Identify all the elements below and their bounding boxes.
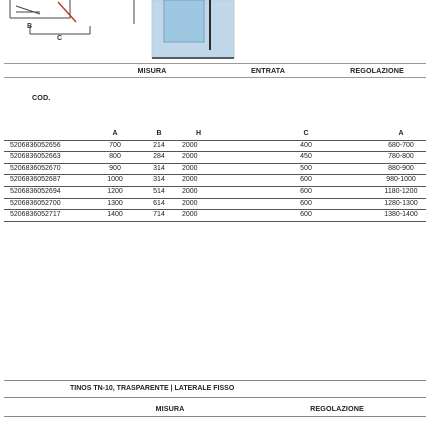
cell-h: 2000 (182, 186, 236, 198)
table-row (4, 198, 426, 210)
table-row (4, 186, 426, 198)
column-header-regolazione-a: A (398, 130, 404, 137)
cell-h: 2000 (182, 175, 236, 187)
cell-code: 5206836052663 (4, 152, 94, 164)
section2-header-regolazione: REGOLAZIONE (310, 404, 364, 413)
cell-h: 2000 (182, 163, 236, 175)
cell-h: 2000 (182, 198, 236, 210)
dimension-label-b: B (27, 23, 33, 30)
table-row (4, 152, 426, 164)
cell-a: 1300 (94, 198, 136, 210)
table-row (4, 210, 426, 222)
cell-a: 800 (94, 152, 136, 164)
cell-c: 600 (236, 175, 376, 187)
cell-c: 450 (236, 152, 376, 164)
column-header-a: A (112, 130, 118, 137)
cell-h: 2000 (182, 140, 236, 152)
header-top-rule (4, 63, 426, 64)
header-regolazione: REGOLAZIONE (350, 66, 404, 75)
cell-regolazione: 1380-1400 (376, 210, 426, 222)
cell-a: 1400 (94, 210, 136, 222)
cell-regolazione: 680-700 (376, 140, 426, 152)
cell-code: 5206836052717 (4, 210, 94, 222)
cell-c: 600 (236, 186, 376, 198)
cell-regolazione: 980-1000 (376, 175, 426, 187)
cell-code: 5206836052670 (4, 163, 94, 175)
cell-regolazione: 780-800 (376, 152, 426, 164)
section2-title: TINOS TN-10, TRASPARENTE | LATERALE FISSO (70, 385, 235, 392)
table-row (4, 175, 426, 187)
section2-header-misura: MISURA (155, 404, 185, 413)
table-row (4, 163, 426, 175)
cell-regolazione: 1280-1300 (376, 198, 426, 210)
cell-a: 1000 (94, 175, 136, 187)
cell-code: 5206836052656 (4, 140, 94, 152)
cell-regolazione: 880-900 (376, 163, 426, 175)
column-header-row (4, 129, 426, 140)
cell-b: 314 (136, 175, 182, 187)
section2-title-rule (4, 397, 426, 398)
column-header-c: C (303, 130, 309, 137)
cell-code: 5206836052687 (4, 175, 94, 187)
product-drawing (0, 0, 430, 60)
section2-header-rule (4, 416, 426, 417)
product-size-table (4, 129, 426, 222)
shower-plan-drawing (0, 0, 430, 60)
header-bottom-rule (4, 77, 426, 78)
column-header-b: B (156, 130, 162, 137)
header-misura: MISURA (137, 66, 167, 75)
cell-b: 214 (136, 140, 182, 152)
cell-regolazione: 1180-1200 (376, 186, 426, 198)
cell-a: 700 (94, 140, 136, 152)
cell-b: 514 (136, 186, 182, 198)
cell-h: 2000 (182, 210, 236, 222)
cell-c: 600 (236, 198, 376, 210)
cell-code: 5206836052700 (4, 198, 94, 210)
table-row (4, 140, 426, 152)
cell-c: 400 (236, 140, 376, 152)
cell-a: 900 (94, 163, 136, 175)
cell-b: 284 (136, 152, 182, 164)
cell-code: 5206836052694 (4, 186, 94, 198)
dimension-label-c: C (57, 35, 63, 42)
cell-b: 714 (136, 210, 182, 222)
cell-b: 614 (136, 198, 182, 210)
column-header-h: H (196, 130, 202, 137)
cell-b: 314 (136, 163, 182, 175)
cell-a: 1200 (94, 186, 136, 198)
header-cod: COD. (32, 93, 51, 102)
cell-c: 500 (236, 163, 376, 175)
cell-c: 600 (236, 210, 376, 222)
section2-top-rule (4, 380, 426, 381)
header-entrata: ENTRATA (251, 66, 285, 75)
cell-h: 2000 (182, 152, 236, 164)
